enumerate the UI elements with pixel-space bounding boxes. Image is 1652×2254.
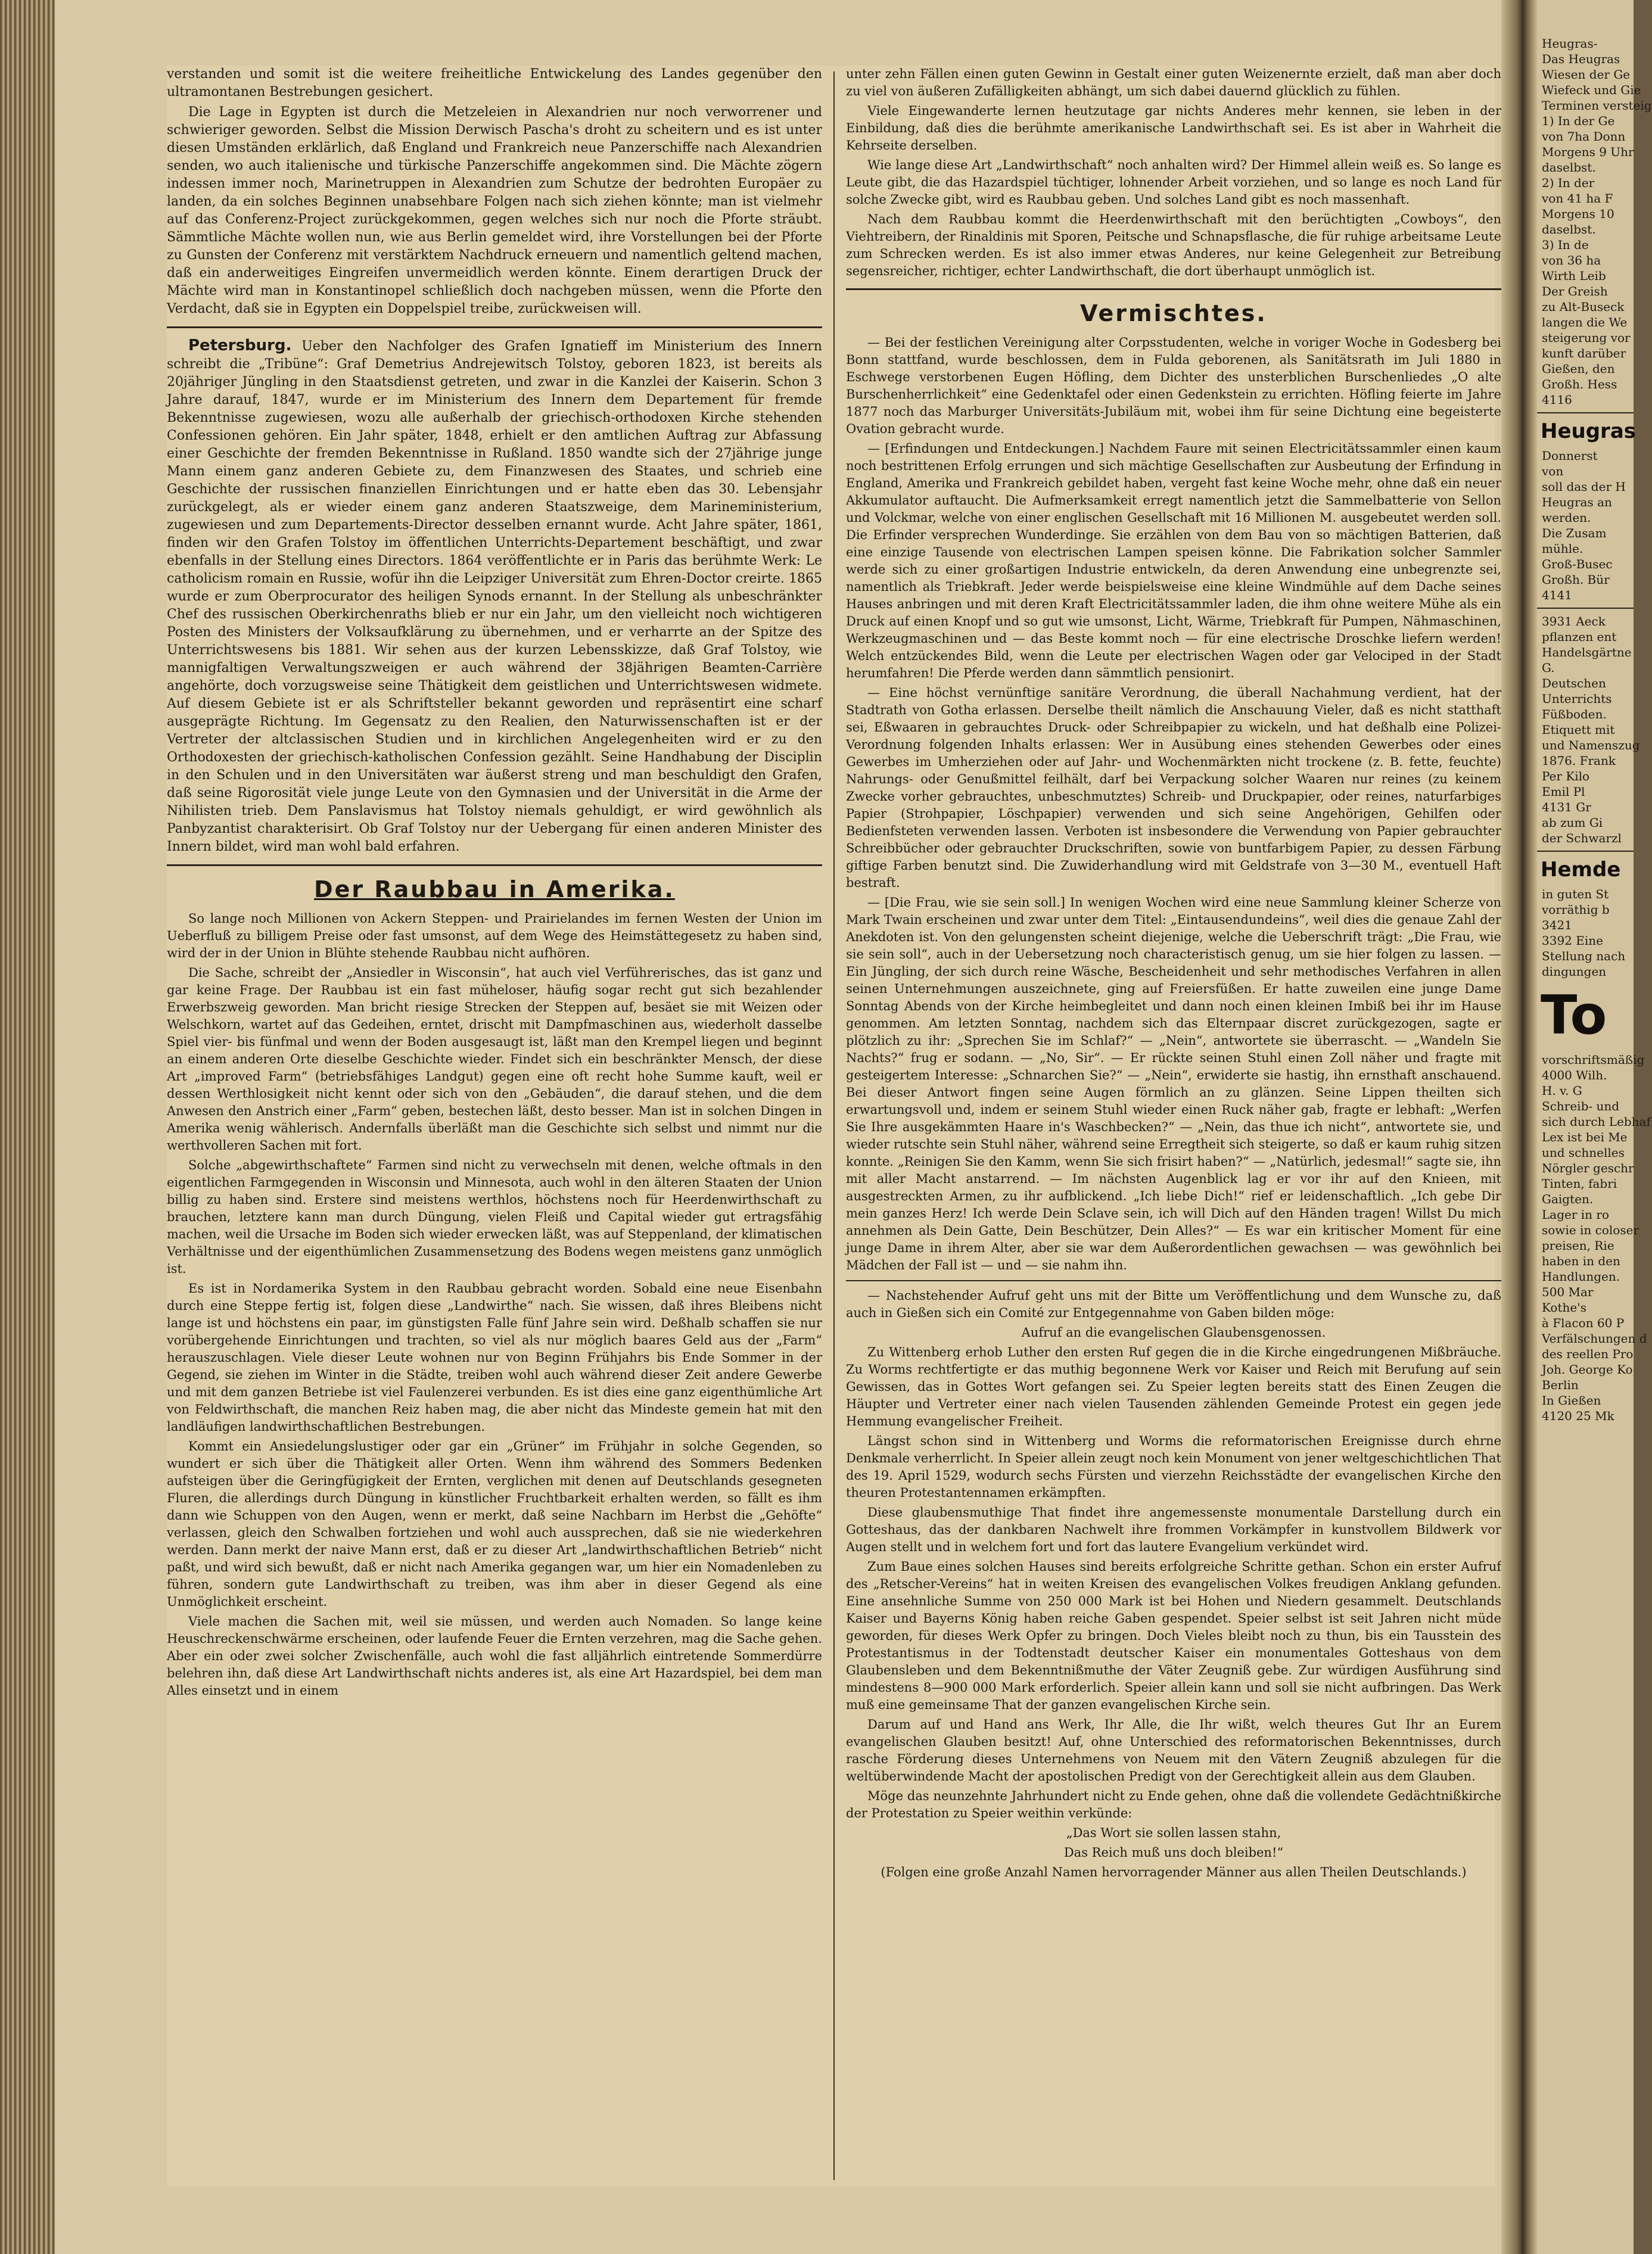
ad-text-line: Morgens 9 Uhr [1542,145,1634,159]
ad-text-line: mühle. [1542,541,1583,556]
vermischtes-item-3: — Eine höchst vernünftige sanitäre Verordnung, die überall Nachahmung verdient, hat der Stadtrath von Gotha erlassen. Derselbe theilt nämlich die Anschauung Vieler, daß es nicht statthaft sei, Eßwaaren in gebrauchtes Druck- oder Schreibpapier zu wickeln, und hat deßhalb eine Polizei-Verordnung folgenden Inhalts erlassen: Wer in Ausübung eines stehenden Gewerbes oder eines Gewerbes im Umherziehen oder auf Jahr- und Wochenmärkten nicht trockene (z. B. fette, feuchte) Nahrungs- oder Genußmittel feilhält, darf bei Verpackung solcher Waaren nur reines (zu keinem Zwecke vorher gebrauchtes, unbeschmutztes) Schreib- und Druckpapier, oder reines, naturfarbiges Papier (Strohpapier, Löschpapier) verwenden und sich seine Angehörigen, Gehilfen oder Bedienfsteten verwenden lassen. Verboten ist insbesondere die Verwendung von Papier gebrauchter Schreibbücher oder gebrauchter Druckschriften, sowie von buntfarbigem Papier, zu dessen Färbung giftige Farben benutzt sind. Die Zuwiderhandlung wird mit Geldstrafe von 3—30 M., eventuell Haft bestraft. [846,686,1501,890]
ad-text-line: 3392 Eine [1542,933,1603,948]
ad-text-line: Kothe's [1542,1300,1586,1315]
continuation-paragraph-1: unter zehn Fällen einen guten Gewinn in Gestalt einer guten Weizenernte erzielt, daß man aber doch zu viel von äußeren Zufälligkeiten abhängt, um sich dabei dauernd glücklich zu fühlen. [846,67,1501,98]
ad-text-line: 500 Mar [1542,1285,1594,1299]
ad-block-5 [1537,1052,1651,1424]
ad-block-2 [1537,448,1634,603]
ad-text-line: in guten St [1542,887,1609,901]
ad-text-line: Groß-Busec [1542,557,1613,571]
raubbau-paragraph-1: So lange noch Millionen von Ackern Steppen- und Prairielandes im fernen Westen der Union im Ueberfluß zu billigem Preise oder fast umsonst, auf dem Wege des Heimstättegesetz zu haben sind, wird der in der Union in Blühte stehende Raubbau nicht aufhören. [167,911,822,960]
ad-text-line: Emil Pl [1542,784,1585,799]
ad-text-line: Tinten, fabri [1542,1176,1617,1191]
vermischtes-heading: Vermischtes. [1080,300,1267,326]
section-rule [846,1280,1501,1281]
ad-block-1 [1537,36,1652,407]
ad-text-line: Unterrichts [1542,692,1612,706]
ad-text-line: ab zum Gi [1542,815,1603,830]
ad-text-line: Wirth Leib [1542,269,1606,283]
raubbau-paragraph-4: Es ist in Nordamerika System in den Raubbau gebracht worden. Sobald eine neue Eisenbahn durch eine Steppe fertig ist, folgen diese „Landwirthe“ nach. Sie wissen, daß ihres Bleibens nicht lange ist und höchstens ein paar, im günstigsten Falle fünf Jahre sein wird. Deßhalb schaffen sie nur vorübergehende Einrichtungen und trachten, so viel als nur möglich baares Geld aus der „Farm“ herauszuschlagen. Viele dieser Leute wohnen nur von Beginn Frühjahrs bis Ende Sommer in der Gegend, sie ziehen im Winter in die Städte, treiben wohl auch während dieser Zeit andere Gewerbe und mit dem ganzen Betriebe ist viel Faulenzerei verbunden. Es ist dies eine ganz eigenthümliche Art von Feldwirthschaft, die manchen Reiz haben mag, die aber nicht das Mindeste gemein hat mit den landläufigen landwirthschaftlichen Bestrebungen. [167,1281,822,1434]
left-column [167,66,822,2186]
raubbau-paragraph-2: Die Sache, schreibt der „Ansiedler in Wisconsin“, hat auch viel Verführerisches, das ist ganz und gar keine Frage. Der Raubbau ist ein fast müheloser, häufig sogar recht gut sich bezahlender Erwerbszweig geworden. Man bricht riesige Strecken der Steppen auf, besäet sie mit Weizen oder Welschkorn, wartet auf das Gedeihen, erntet, drischt mit Dampfmaschinen aus, wiederholt dasselbe Spiel vier- bis fünfmal und wenn der Boden ausgesaugt ist, läßt man den Krempel liegen und beginnt an einem anderen Orte dieselbe Geschichte wieder. Findet sich ein beschränkter Mensch, der diese Art „improved Farm“ (betriebsfähiges Landgut) gegen eine oft recht hohe Summe kauft, weil er dessen Werthlosigkeit nicht kennt oder sich von den „Gebäuden“, die darauf stehen, und die dem Anwesen den Anstrich einer „Farm“ geben, bestechen läßt, desto besser. Man ist in solchen Dingen in Amerika wenig wählerisch. Andernfalls überläßt man die Geschichte sich selbst und nimmt nur die werthvolleren Sachen mit fort. [167,966,822,1153]
ad-heading-3: Hemde [1541,858,1621,882]
ad-text-line: Großh. Hess [1542,377,1617,391]
ad-text-line: Wiesen der Ge [1542,67,1631,82]
continuation-paragraph-2: Viele Eingewanderte lernen heutzutage gar nichts Anderes mehr kennen, sie leben in der Einbildung, daß dies die berühmte amerikanische Landwirthschaft sei. Es ist aber in Wahrheit die Kehrseite derselben. [846,104,1501,152]
section-rule [167,864,822,866]
aufruf-closing: (Folgen eine große Anzahl Namen hervorragender Männer aus allen Theilen Deutschlands.) [881,1865,1467,1879]
ad-rule [1537,851,1634,852]
aufruf-paragraph-4: Zum Baue eines solchen Hauses sind bereits erfolgreiche Schritte gethan. Schon ein erster Aufruf des „Retscher-Vereins“ hat in weiten Kreisen des evangelischen Volkes freudigen Anklang gefunden. Eine ansehnliche Summe von 250 000 Mark ist bei Hohen und Niedern gesammelt. Deutschlands Kaiser und Bayerns König haben reiche Gaben gespendet. Speier selbst ist seit Jahren nicht müde geworden, für dieses Werk Opfer zu bringen. Doch Vieles bleibt noch zu thun, bis ein Tausstein des Protestantismus in der Todtenstadt deutscher Kaiser ein monumentales Gotteshaus von dem Glaubensleben und dem Bekenntnißmuthe der Väter Zeugniß gebe. Zur würdigen Ausführung sind mindestens 8—900 000 Mark erforderlich. Speier allein kann und soll sie nicht aufbringen. Das Werk muß eine gemeinsame That der ganzen evangelischen Kirche sein. [846,1559,1501,1712]
ad-text-line: Heugras an [1542,495,1612,509]
ad-text-line: von 7ha Donn [1542,129,1626,144]
right-column [846,66,1501,2186]
ad-text-line: dingungen [1542,964,1607,979]
ad-text-line: Lager in ro [1542,1207,1609,1222]
aufruf-paragraph-6: Möge das neunzehnte Jahrhundert nicht zu Ende gehen, ohne daß die vollendete Gedächtnißkirche der Protestation zu Speier weithin verkünde: [846,1789,1501,1820]
ad-rule [1537,412,1634,413]
continuation-paragraph-3: Wie lange diese Art „Landwirthschaft“ noch anhalten wird? Der Himmel allein weiß es. So lange es Leute gibt, die das Hazardspiel tüchtiger, lohnender Arbeit vorziehen, und so lange es noch Land für solche Zwecke gibt, wird es Raubbau geben. Und solches Land gibt es noch massenhaft. [846,158,1501,207]
aufruf-paragraph-1: Zu Wittenberg erhob Luther den ersten Ruf gegen die in die Kirche eingedrungenen Mißbräuche. Zu Worms rechtfertigte er das muthig begonnene Werk vor Kaiser und Reich mit Berufung auf sein Gewissen, das in Gottes Wort gefangen sei. Zu Speier legten bereits statt des Einen Zeugen die Häupter und Vertreter einer nach vielen Tausenden zählenden Gemeinde Protest ein gegen jede Hemmung evangelischer Freiheit. [846,1345,1501,1428]
intro-paragraph-1: verstanden und somit ist die weitere freiheitliche Entwickelung des Landes gegenüber den ultramontanen Bestrebungen gesichert. [167,67,822,99]
ad-text-line: Deutschen [1542,676,1606,690]
ad-text-line: langen die We [1542,315,1628,329]
ad-text-line: vorräthig b [1542,902,1610,917]
ad-text-line: Schreib- und [1542,1099,1620,1113]
ad-text-line: daselbst. [1542,222,1596,236]
ad-text-line: 1) In der Ge [1542,114,1615,128]
ad-text-line: Die Zusam [1542,526,1607,540]
ad-text-line: Wiefeck und Gie [1542,83,1641,97]
petersburg-rubric: Petersburg. [188,337,292,354]
ad-text-line: und Namenszug [1542,738,1640,752]
ad-text-line: Nörgler geschr [1542,1161,1634,1175]
intro-paragraph-2: Die Lage in Egypten ist durch die Metzeleien in Alexandrien nur noch verworrener und schwieriger geworden. Selbst die Mission Derwisch Pascha's droht zu scheitern und es ist unter diesen Umständen erklärlich, daß England und Frankreich neue Panzerschiffe nach Alexandrien senden, wo auch italienische und türkische Panzerschiffe angekommen sind. Die Mächte zögern indessen immer noch, Marinetruppen in Alexandrien zum Schutze der bedrohten Europäer zu landen, da ein solches Beginnen unabsehbare Folgen nach sich ziehen könnte; man ist vielmehr auf das Conferenz-Project zurückgekommen, gegen welches sich nur noch die Pforte sträubt. Sämmtliche Mächte wollen nun, wie aus Berlin gemeldet wird, ihre Vorstellungen bei der Pforte zu Gunsten der Conferenz mit verstärktem Nachdruck erneuern und namentlich geltend machen, daß ein anderweitiges Eingreifen unvermeidlich werden könnte. Einem derartigen Druck der Mächte wird man in Konstantinopel schließlich doch nachgeben müssen, wenn die Pforte den Verdacht, daß sie in Egypten ein Doppelspiel treibe, zurückweisen will. [167,105,822,316]
ad-block-3 [1537,614,1640,846]
ad-text-line: pflanzen ent [1542,630,1617,644]
aufruf-paragraph-5: Darum auf und Hand ans Werk, Ihr Alle, die Ihr wißt, welch theures Gut Ihr an Eurem evangelischen Glauben besitzt! Auf, ohne Unterschied des reformatorischen Bekenntnisses, durch rasche Förderung dieses Unternehmens von Neuem mit den Vätern Zeugniß abzulegen für die weltüberwindende Macht der apostolischen Predigt von der Gerechtigkeit allein aus dem Glauben. [846,1717,1501,1783]
ad-text-line: daselbst. [1542,160,1596,175]
raubbau-paragraph-5: Kommt ein Ansiedelungslustiger oder gar ein „Grüner“ im Frühjahr in solche Gegenden, so wundert er sich über die Thätigkeit aller Orten. Wenn ihm während des Sommers Bedenken aufsteigen über die Geringfügigkeit der Ernten, verglichen mit denen auf Deutschlands gesegneten Fluren, die allerdings durch Düngung in künstlicher Fruchtbarkeit erhalten werden, so fällt es ihm dann wie Schuppen von den Augen, wenn er merkt, daß seine Nachbarn im Herbst die „Gehöfte“ verlassen, gleich den Schwalben fortziehen und wohl auch aussprechen, daß sie nie wiederkehren werden. Dann merkt der naive Mann erst, daß er zu dieser Art „landwirthschaftlichen Betrieb“ nicht paßt, und wird sich bewußt, daß er nicht nach Amerika gegangen war, um hier ein Nomadenleben zu führen, sondern gute Landwirthschaft zu treiben, was ihm aber in dieser Gegend als eine Unmöglichkeit erscheint. [167,1439,822,1609]
aufruf-verse-1: „Das Wort sie sollen lassen stahn, [1066,1826,1281,1840]
ad-text-line: sowie in coloser [1542,1223,1639,1237]
ad-text-line: der Schwarzl [1542,831,1622,845]
ad-heading-2: Heugras [1541,419,1637,443]
ad-text-line: Lex ist bei Me [1542,1130,1628,1144]
ad-text-line: Gaigten. [1542,1192,1594,1206]
continuation-paragraph-4: Nach dem Raubbau kommt die Heerdenwirthschaft mit den berüchtigten „Cowboys“, den Viehtreibern, der Rinaldinis mit Sporen, Peitsche und Schnapsflasche, die für ruhige arbeitsame Leute zum Schrecken werden. Es ist also immer etwas Anderes, nur keine Gelegenheit zur Betreibung segensreicher, richtiger, echter Landwirthschaft, die dort überhaupt unmöglich ist. [846,212,1501,278]
petersburg-text: Ueber den Nachfolger des Grafen Ignatieff im Ministerium des Innern schreibt die „Tribüne“: Graf Demetrius Andrejewitsch Tolstoy, geboren 1823, ist bereits als 20jähriger Jüngling in den Staatsdienst getreten, und zwar in die Kanzlei der Kaiserin. Schon 3 Jahre darauf, 1847, wurde er im Ministerium des Innern dem Departement für fremde Bekenntnisse zugewiesen, wozu alle außerhalb der griechisch-orthodoxen Kirche stehenden Confessionen gehören. Ein Jahr später, 1848, erhielt er den amtlichen Auftrag zur Abfassung einer Geschichte der fremden Bekenntnisse in Rußland. 1850 wandte sich der 27jährige junge Mann einem ganz anderen Gebiete zu, dem Finanzwesen des Staates, und schrieb eine Geschichte der russischen finanziellen Einrichtungen und er hatte eben das 30. Lebensjahr zurückgelegt, als er wieder einem ganz anderen Staatszweige, dem Marineministerium, zugewiesen und zum Departements-Director desselben ernannt wurde. Acht Jahre später, 1861, finden wir den Grafen Tolstoy im öffentlichen Unterrichts-Departement beschäftigt, und zwar ebenfalls in der Stellung eines Directors. 1864 veröffentlichte er in Paris das berühmte Werk: Le catholicism romain en Russie, wofür ihn die Leipziger Universität zum Ehren-Doctor creirte. 1865 wurde er zum Oberprocurator des heiligen Synods ernannt. In der Stellung als unbeschränkter Chef des russischen Oberkirchenraths blieb er nur ein Jahr, um den vielleicht noch wichtigeren Posten des Ministers der Volksaufklärung zu übernehmen, und er verharrte an der Spitze des Unterrichtswesens bis 1881. Wir sehen aus der kurzen Lebensskizze, daß Graf Tolstoy, wie mannigfaltigen Verwaltungszweigen er auch während der 38jährigen Beamten-Carrière angehörte, doch vorzugsweise seine Thätigkeit dem geistlichen und Unterrichtswesen widmete. Auf diesem Gebiete ist er als Schriftsteller bekannt geworden und repräsentirt eine scharf ausgeprägte Richtung. Im Gegensatz zu den Realien, den Naturwissenschaften ist er der Vertreter der altclassischen Studien und in kirchlichen Angelegenheiten wird er zu den Orthodoxesten der griechisch-katholischen Confession gezählt. Seine Handhabung der Disciplin in den Schulen und in den Universitäten war äußerst streng und man beschuldigt den Grafen, daß seine Rigorosität viele junge Leute von den Gymnasien und der Universität in die Arme der Nihilisten trieb. Dem Panslavismus hat Tolstoy niemals gehuldigt, er wird gewöhnlich als Panbyzantist charakterisirt. Ob Graf Tolstoy nur der Uebergang für einen anderen Minister des Innern bildet, wird man wohl bald erfahren. [167,339,822,854]
ad-text-line: sich durch Lebhaf [1542,1114,1651,1129]
ad-text-line: Handelsgärtne [1542,645,1632,659]
ad-text-line: Morgens 10 [1542,207,1614,221]
ad-text-line: von 41 ha F [1542,191,1613,206]
ad-text-line: werden. [1542,510,1591,525]
page-gutter [1501,0,1537,2254]
ad-text-line: Donnerst [1542,449,1598,463]
petersburg-article [167,337,822,856]
ad-text-line: Joh. George Ko [1542,1362,1633,1377]
ad-text-line: Terminen versteig [1542,98,1652,113]
ad-text-line: zu Alt-Buseck [1542,300,1625,314]
column-divider [833,71,835,2180]
vermischtes-item-4: — [Die Frau, wie sie sein soll.] In wenigen Wochen wird eine neue Sammlung kleiner Scherze von Mark Twain erscheinen und zwar unter dem Titel: „Eintausendundeins“, weil dies die genaue Zahl der Anekdoten ist. Von den gelungensten scheint diejenige, welche die Ueberschrift trägt: „Die Frau, wie sie sein soll“, auch in der Uebersetzung noch characteristisch genug, um sie hier folgen zu lassen. — Ein Jüngling, der sich durch reine Wäsche, Bescheidenheit und sehr methodisches Verfahren in allen seinen Unternehmungen auszeichnete, ging auf Freiersfüßen. Er hatte zuweilen eine junge Dame Sonntag Abends von der Kirche heimbegleitet und dann noch einen kleinen Imbiß bei ihr im Hause genommen. Am letzten Sonntag, nachdem sich das Elternpaar discret zurückgezogen, sagte er plötzlich zu ihr: „Sprechen Sie im Schlaf?“ — „Nein“, antwortete sie überrascht. — „Wandeln Sie Nachts?“ frug er sodann. — „No, Sir“. — Er rückte seinen Stuhl einen Zoll näher und fragte mit gesteigertem Interesse: „Schnarchen Sie?“ — „Nein“, erwiderte sie hastig, ihn ernsthaft anschauend. Bei dieser Antwort fingen seine Augen förmlich an zu glänzen. Seine Lippen theilten sich erwartungsvoll und, indem er seinem Stuhl wieder einen Ruck näher gab, fragte er lebhaft: „Werfen Sie Ihre ausgekämmten Haare in's Waschbecken?“ — „Nein, das thue ich nicht“, antwortete sie, und wieder rutschte sein Stuhl näher, während seine Erregtheit sich steigerte, so daß er kaum ruhig sitzen konnte. „Reinigen Sie den Kamm, wenn Sie sich frisirt haben?“ — „Natürlich, jedesmal!“ sagte sie, ihn mit aller Macht anstarrend. — Im nächsten Augenblick lag er vor ihr auf den Knieen, mit ausgestreckten Armen, zu ihr aufblickend. „Ich liebe Dich!“ rief er leidenschaftlich. „Ich gebe Dir mein ganzes Herz! Ich werde Dein Sclave sein, ich will Dich auf den Händen tragen! Willst Du mich annehmen als Dein Gatte, Dein Beschützer, Dein Alles?“ — Es war ein kritischer Moment für eine junge Dame in ihrem Alter, aber sie war dem Außerordentlichen gewachsen — was gewöhnlich bei Mädchen der Fall ist — und — sie nahm ihn. [846,895,1501,1272]
ad-text-line: Gießen, den [1542,362,1615,376]
ad-text-line: Handlungen. [1542,1269,1620,1284]
ad-text-line: 2) In der [1542,176,1595,190]
aufruf-verse-2: Das Reich muß uns doch bleiben!“ [1063,1845,1284,1860]
ad-text-line: In Gießen [1542,1393,1601,1408]
aufruf-paragraph-2: Längst schon sind in Wittenberg und Worms die reformatorischen Ereignisse durch ehrne Denkmale verherrlicht. In Speier allein zeugt noch kein Monument von jener weltgeschichtlichen That des 19. April 1529, wodurch sechs Fürsten und vierzehn Reichsstädte der evangelischen Kirche den theuren Protestantennamen erkämpften. [846,1434,1501,1500]
ad-text-line: steigerung vor [1542,331,1631,345]
ad-text-line: Etiquett mit [1542,723,1615,737]
ad-text-line: soll das der H [1542,480,1626,494]
vermischtes-item-5: — Nachstehender Aufruf geht uns mit der Bitte um Veröffentlichung und dem Wunsche zu, daß auch in Gießen sich ein Comité zur Entgegennahme von Gaben bilden möge: [846,1288,1501,1320]
ad-text-line: Heugras- [1542,36,1598,51]
ad-text-line: preisen, Rie [1542,1238,1614,1253]
ad-text-line: vorschriftsmäßig [1542,1053,1645,1067]
ad-text-line: Das Heugras [1542,52,1620,66]
ad-text-line: und schnelles [1542,1145,1625,1160]
ad-text-line: Großh. Bür [1542,572,1610,587]
ad-text-line: 1876. Frank [1542,754,1616,768]
ad-text-line: 4131 Gr [1542,800,1591,814]
ad-block-4 [1537,886,1634,979]
ad-text-line: Füßboden. [1542,707,1607,721]
ad-text-line: Stellung nach [1542,949,1626,963]
ad-text-line: 3) In de [1542,238,1589,252]
ad-text-line: 3931 Aeck [1542,614,1606,628]
section-rule [846,288,1501,290]
section-rule [167,326,822,328]
ad-text-line: 4116 [1542,393,1572,407]
vermischtes-item-2: — [Erfindungen und Entdeckungen.] Nachdem Faure mit seinen Electricitätssammler einen kaum noch bestrittenen Erfolg errungen und sich mächtige Gesellschaften zur Ausbeutung der Erfindung in England, Amerika und Frankreich gebildet haben, vergeht fast keine Woche mehr, ohne daß ein neuer Akkumulator auftaucht. Die Aufmerksamkeit erregt namentlich jetzt die Sammelbatterie von Sellon und Volckmar, welche von einer englischen Gesellschaft mit 16 Millionen M. ausgebeutet werden soll. Die Erfinder versprechen Wunderdinge. Sie erzählen von dem Bau von so mächtigen Batterien, daß eine einzige Tausende von electrischen Lampen speisen könne. Die Fabrikation solcher Sammler werde sich zu einer großartigen Industrie entwickeln, da deren Anwendung eine unbegrenzte sei, namentlich als Triebkraft. Jeder werde beispielsweise eine kleine Windmühle auf dem Dache seines Hauses anbringen und mit deren Kraft Electricitätssammler laden, die ihm ohne weitere Mühe als ein Druck auf einen Knopf und so gut wie umsonst, Licht, Wärme, Triebkraft für Pumpen, Nähmaschinen, Werkzeugmaschinen und — das Beste kommt noch — für eine electrische Droschke liefern werden! Welch entzückendes Bild, wenn die Leute per electrischen Wagen oder gar Velociped in der Stadt herumfahren! Die Pferde werden dann sämmtlich pensionirt. [846,441,1501,680]
ad-text-line: G. [1542,661,1555,675]
ad-text-line: 4141 [1542,588,1572,602]
ad-text-line: 3421 [1542,918,1572,932]
ad-text-line: von 36 ha [1542,253,1601,267]
ad-text-line: von [1542,464,1564,478]
ad-text-line: des reellen Pro [1542,1347,1634,1361]
ad-text-line: H. v. G [1542,1084,1582,1098]
ad-text-line: haben in den [1542,1254,1620,1268]
main-page-area [167,66,1501,2186]
raubbau-paragraph-6: Viele machen die Sachen mit, weil sie müssen, und werden auch Nomaden. So lange keine Heuschreckenschwärme erscheinen, oder laufende Feuer die Ernten verzehren, mag die Sache gehen. Aber ein oder zwei solcher Zwischenfälle, auch wohl die fast alljährlich eintretende Sommerdürre belehren ihn, daß diese Art Landwirthschaft nichts anderes ist, als eine Art Hazardspiel, bei dem man Alles einsetzt und in einem [167,1614,822,1698]
ad-text-line: Verfälschungen d [1542,1331,1647,1346]
adjacent-page-ads [1537,0,1652,2254]
ad-text-line: Der Greish [1542,284,1608,298]
ad-text-line: 4120 25 Mk [1542,1409,1614,1423]
ad-text-line: kunft darüber [1542,346,1626,360]
book-edge [0,0,55,2254]
ad-big-letters: To [1541,984,1607,1047]
raubbau-heading: Der Raubbau in Amerika. [314,876,675,902]
vermischtes-item-1: — Bei der festlichen Vereinigung alter Corpsstudenten, welche in voriger Woche in Godesberg bei Bonn stattfand, wurde beschlossen, dem in Fulda geborenen, als Sanitätsrath im Juli 1880 in Eschwege verstorbenen Eugen Höfling, dem Dichter des unsterblichen Burschenliedes „O alte Burschenherrlichkeit“ eine Gedenktafel oder einen Gedenkstein zu errichten. Höfling feierte im Jahre 1877 noch das Marburger Universitäts-Jubiläum mit, wobei ihm für seine Dichtung eine begeisterte Ovation gebracht wurde. [846,335,1501,436]
raubbau-paragraph-3: Solche „abgewirthschaftete“ Farmen sind nicht zu verwechseln mit denen, welche oftmals in den eigentlichen Farmgegenden in Wisconsin und Minnesota, auch wohl in den älteren Staaten der Union billig zu haben sind. Erstere sind meistens werthlos, höchstens noch für Heerdenwirthschaft zu brauchen, letztere kann man durch Düngung, vielen Fleiß und Capital wieder gut ertragsfähig machen, weil die Ursache im Boden sich wieder erwecken läßt, was auf Steppenland, der klimatischen Verhältnisse und der eigenthümlichen Zusammensetzung des Bodens wegen meistens ganz unmöglich ist. [167,1158,822,1276]
ad-text-line: Per Kilo [1542,769,1590,783]
ad-text-line: à Flacon 60 P [1542,1316,1625,1330]
aufruf-title: Aufruf an die evangelischen Glaubensgenossen. [1021,1325,1326,1340]
ad-text-line: 4000 Wilh. [1542,1068,1607,1082]
ad-rule [1537,608,1634,609]
aufruf-paragraph-3: Diese glaubensmuthige That findet ihre angemessenste monumentale Darstellung durch ein Gotteshaus, das der dankbaren Nachwelt ihre frommen Vorkämpfer in kunstvollem Bildwerk vor Augen stellt und in welchem fort und fort das lautere Evangelium verkündet wird. [846,1505,1501,1554]
ad-text-line: Berlin [1542,1378,1579,1392]
